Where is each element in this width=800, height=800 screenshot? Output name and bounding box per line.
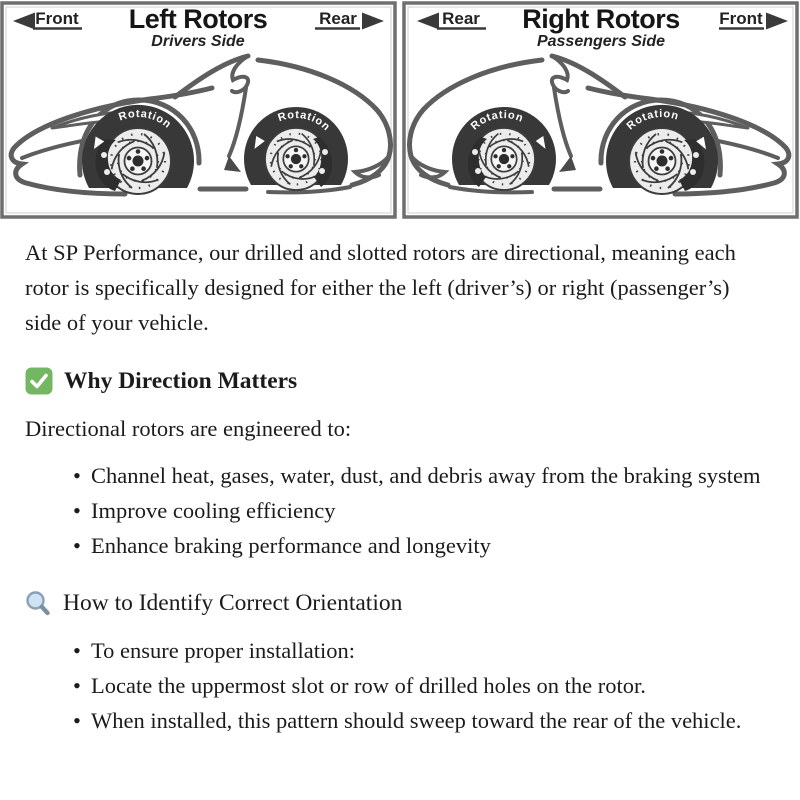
orientation-steps-list [25, 633, 770, 738]
heading-text: Why Direction Matters [64, 367, 298, 394]
lead-paragraph: Directional rotors are engineered to: [25, 416, 352, 441]
list-item: • Locate the uppermost slot or row of drilled holes on the rotor. [73, 668, 770, 703]
article-body [0, 235, 800, 738]
section-heading-why-direction-matters [25, 367, 770, 395]
right-panel-title: Right Rotors [522, 4, 680, 34]
heading-text: How to Identify Correct Orientation [63, 590, 403, 616]
left-rotors-panel [2, 3, 395, 217]
rotation-label: Rotation [276, 108, 333, 134]
list-item: • Enhance braking performance and longevity [73, 528, 770, 563]
benefits-list [25, 458, 770, 563]
rear-direction-label: Rear [319, 9, 357, 28]
list-item: • To ensure proper installation: [73, 633, 770, 668]
list-item: • When installed, this pattern should sweep toward the rear of the vehicle. [73, 703, 770, 738]
right-rotors-panel [404, 3, 797, 217]
left-panel-subtitle: Drivers Side [151, 33, 245, 50]
left-panel-title: Left Rotors [128, 4, 268, 34]
rotation-label: Rotation [468, 108, 526, 133]
right-panel-subtitle: Passengers Side [536, 33, 666, 50]
intro-paragraph: At SP Performance, our drilled and slotted rotors are directional, meaning each rotor is specifically designed for either the left (driver’s) or right (passenger’s) side of your vehicle. [25, 240, 736, 335]
rotation-label: Rotation [117, 107, 174, 131]
rotation-label: Rotation [624, 107, 681, 133]
front-direction-label: Front [719, 9, 763, 28]
front-direction-label: Front [35, 9, 79, 28]
section-heading-identify-orientation [25, 590, 770, 617]
list-item: • Channel heat, gases, water, dust, and debris away from the braking system [73, 458, 770, 493]
list-item: • Improve cooling efficiency [73, 493, 770, 528]
rotor-direction-diagram [0, 0, 800, 222]
magnifying-glass-icon [25, 590, 52, 617]
rear-direction-label: Rear [442, 9, 480, 28]
check-mark-icon [25, 367, 53, 395]
